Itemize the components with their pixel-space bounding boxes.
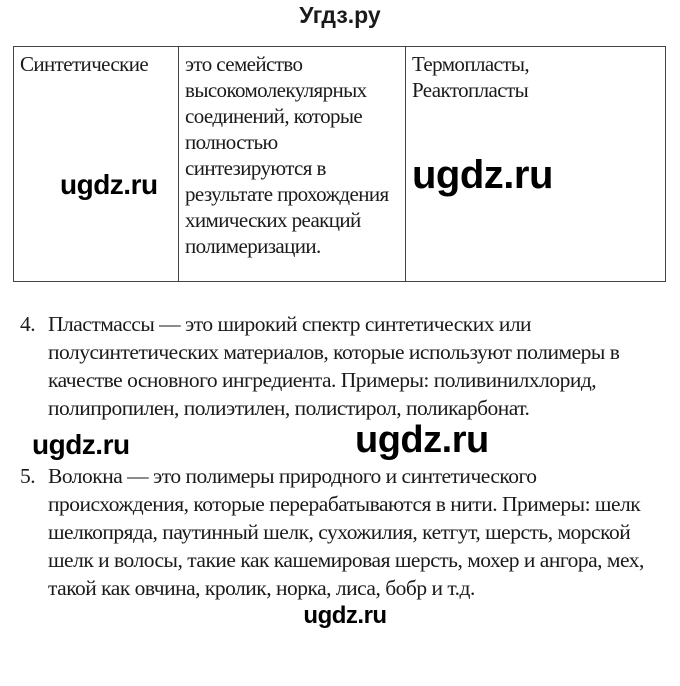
item-number: 4. <box>20 312 36 336</box>
table-cell-definition: это семейство высокомолекулярных соединений, которые полностью синтезируются в результате прохождения химических реакций полимеризации. <box>179 47 406 282</box>
watermark-row <box>20 419 670 462</box>
watermark: ugdz.ru <box>355 419 489 461</box>
watermark: ugdz.ru <box>412 153 553 197</box>
example-line: Термопласты, <box>412 52 530 76</box>
type-label: Синтетические <box>20 52 149 76</box>
page-title: Угдз.ру <box>299 2 381 28</box>
list-item <box>20 310 670 422</box>
item-text: Пластмассы — это широкий спектр синтетических или полусинтетических материалов, которые используют полимеры в качестве основного ингредиента. Примеры: поливинилхлорид, полипропилен, полиэтилен, полистирол, поликарбонат. <box>48 312 620 420</box>
watermark: ugdz.ru <box>303 602 387 629</box>
list-item <box>20 462 670 602</box>
item-number: 5. <box>20 464 36 488</box>
table-cell-examples <box>406 47 666 282</box>
item-text: Волокна — это полимеры природного и синтетического происхождения, которые перерабатываются в нити. Примеры: шелк шелкопряда, паутинный шелк, сухожилия, кетгут, шерсть, морской шелк и волосы, такие как кашемировая шерсть, мохер и ангора, мех, такой как овчина, кролик, норка, лиса, бобр и т.д. <box>48 464 644 600</box>
watermark: ugdz.ru <box>60 169 158 200</box>
table-row <box>14 47 666 282</box>
answer-list <box>20 310 670 630</box>
example-line: Реактопласты <box>412 78 529 102</box>
watermark: ugdz.ru <box>32 429 130 460</box>
polymer-table <box>13 46 666 282</box>
table-cell-type <box>14 47 179 282</box>
